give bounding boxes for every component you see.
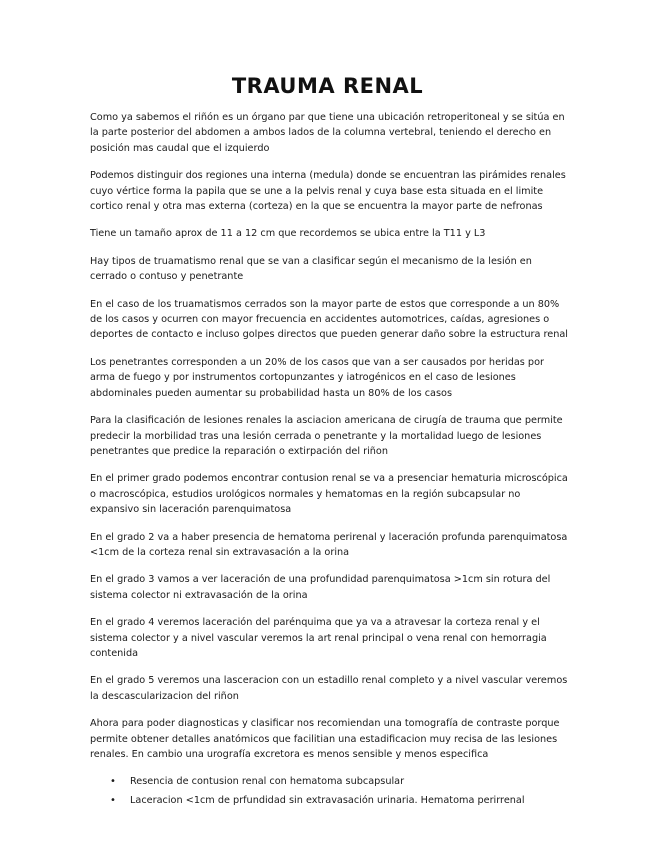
paragraph-diagnosis: Ahora para poder diagnosticas y clasificar nos recomiendan una tomografía de contraste porque permite obtener detalles anatómicos que facilitian una estadificacion muy recisa de las lesiones renales. En cambio una urografía excretora es menos sensible y menos especifica (90, 718, 560, 760)
bullet-list (90, 774, 568, 808)
paragraph-classification: Para la clasificación de lesiones renales la asciacion americana de cirugía de trauma que permite predecir la morbilidad tras una lesión cerrada o penetrante y la mortalidad luego de lesiones penetrantes que predice la reparación o extirpación del riñon (90, 415, 563, 457)
paragraph-anatomy-regions: Podemos distinguir dos regiones una interna (medula) donde se encuentran las pirámides renales cuyo vértice forma la papila que se une a la pelvis renal y cuya base esta situada en el limite cortico renal y otra mas externa (corteza) en la que se encuentra la mayor parte de nefronas (90, 170, 566, 213)
list-item-text: Resencia de contusion renal con hematoma subcapsular (130, 776, 405, 788)
paragraph-blunt-trauma: En el caso de los truamatismos cerrados son la mayor parte de estos que corresponde a un 80% de los casos y ocurren con mayor frecuencia en accidentes automotrices, caídas, agresiones o deportes de contacto e incluso golpes directos que pueden generar daño sobre la estructura renal (90, 298, 568, 341)
paragraph-size: Tiene un tamaño aprox de 11 a 12 cm que recordemos se ubica entre la T11 y L3 (90, 228, 486, 240)
paragraph-trauma-types: Hay tipos de truamatismo renal que se van a clasificar según el mecanismo de la lesión en cerrado o contuso y penetrante (90, 255, 532, 283)
bullet-icon: • (110, 794, 116, 806)
list-item (90, 793, 568, 808)
paragraph-grade-1: En el primer grado podemos encontrar contusion renal se va a presenciar hematuria microscópica o macroscópica, estudios urológicos normales y hematomas en la región subcapsular no expansivo sin laceración parenquimatosa (90, 473, 568, 516)
paragraph-grade-4: En el grado 4 veremos laceración del parénquima que ya va a atravesar la corteza renal y el sistema colector y a nivel vascular veremos la art renal principal o vena renal con hemorragia contenida (90, 617, 547, 659)
document-body (90, 110, 568, 811)
paragraph-penetrating-trauma: Los penetrantes corresponden a un 20% de los casos que van a ser causados por heridas por arma de fuego y por instrumentos cortopunzantes y iatrogénicos en el caso de lesiones abdominales pueden aumentar su probabilidad hasta un 80% de los casos (90, 356, 544, 399)
paragraph-grade-3: En el grado 3 vamos a ver laceración de una profundidad parenquimatosa >1cm sin rotura del sistema colector ni extravasación de la orina (90, 574, 551, 601)
paragraph-anatomy-location: Como ya sabemos el riñón es un órgano par que tiene una ubicación retroperitoneal y se sitúa en la parte posterior del abdomen a ambos lados de la columna vertebral, teniendo el derecho en posición mas caudal que el izquierdo (90, 112, 565, 154)
bullet-icon: • (110, 776, 116, 788)
paragraph-grade-5: En el grado 5 veremos una lasceracion con un estadillo renal completo y a nivel vascular veremos la descascularizacion del riñon (90, 675, 568, 702)
list-item (90, 774, 568, 789)
page-title: TRAUMA RENAL (231, 74, 424, 98)
paragraph-grade-2: En el grado 2 va a haber presencia de hematoma perirenal y laceración profunda parenquimatosa <1cm de la corteza renal sin extravasación a la orina (90, 531, 568, 558)
list-item-text: Laceracion <1cm de prfundidad sin extravasación urinaria. Hematoma perirrenal (130, 794, 525, 806)
